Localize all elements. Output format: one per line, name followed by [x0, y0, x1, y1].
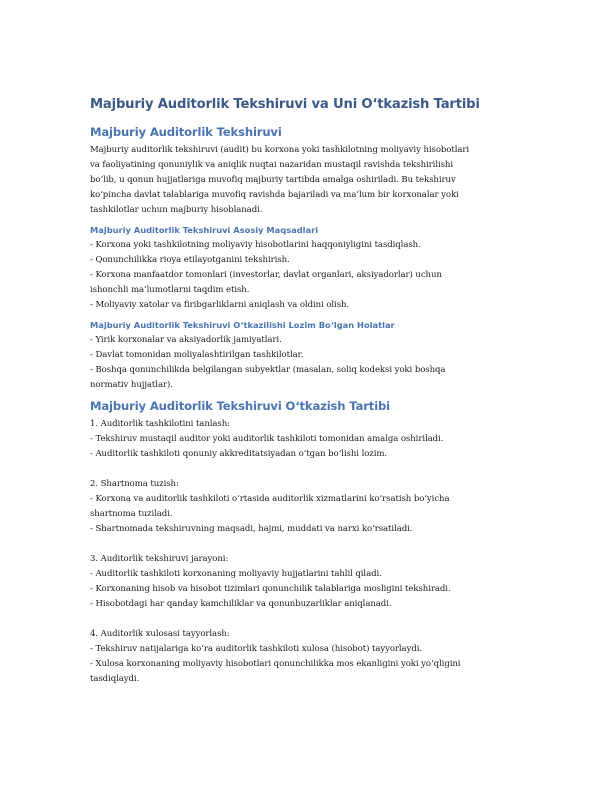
cases-list	[90, 333, 520, 393]
step-title: 4. Auditorlik xulosasi tayyorlash:	[90, 629, 230, 639]
section-heading-procedure: Majburiy Auditorlik Tekshiruvi O‘tkazish Tartibi	[90, 399, 390, 413]
list-item: - Korxona manfaatdor tomonlari (investorlar, davlat organlari, aksiyadorlar) uchun	[90, 270, 442, 280]
list-item: - Korxonaning hisob va hisobot tizimlari qonunchilik talablariga mosligini tekshiradi.	[90, 584, 451, 594]
procedure-step	[90, 552, 520, 612]
list-item: - Auditorlik tashkiloti korxonaning moliyaviy hujjatlarini tahlil qiladi.	[90, 569, 382, 579]
text-line: va faoliyatining qonuniylik va aniqlik nuqtai nazaridan mustaqil ravishda tekshirilishi	[90, 160, 454, 170]
procedure-step	[90, 477, 520, 537]
text-line: bo‘lib, u qonun hujjatlariga muvofiq majburiy tartibda amalga oshiriladi. Bu tekshiruv	[90, 175, 456, 185]
section-intro-paragraph	[90, 143, 520, 218]
list-item: - Hisobotdagi har qanday kamchiliklar va qonunbuzarliklar aniqlanadi.	[90, 599, 392, 609]
list-item: normativ hujjatlar).	[90, 380, 173, 390]
subsection-heading-goals: Majburiy Auditorlik Tekshiruvi Asosiy Maqsadlari	[90, 225, 319, 235]
subsection-heading-cases: Majburiy Auditorlik Tekshiruvi O‘tkazilishi Lozim Bo‘lgan Holatlar	[90, 320, 395, 330]
list-item: tasdiqlaydi.	[90, 674, 140, 684]
text-line: tashkilotlar uchun majburiy hisoblanadi.	[90, 205, 263, 215]
procedure-step	[90, 627, 520, 687]
step-title: 1. Auditorlik tashkilotini tanlash:	[90, 419, 230, 429]
goals-list	[90, 238, 520, 313]
procedure-step	[90, 417, 520, 462]
document-page	[90, 96, 520, 687]
list-item: - Xulosa korxonaning moliyaviy hisobotlari qonunchilikka mos ekanligini yoki yo‘qligini	[90, 659, 461, 669]
list-item: - Davlat tomonidan moliyalashtirilgan tashkilotlar.	[90, 350, 304, 360]
list-item: - Korxona yoki tashkilotning moliyaviy hisobotlarini haqqoniyligini tasdiqlash.	[90, 240, 421, 250]
step-title: 2. Shartnoma tuzish:	[90, 479, 179, 489]
list-item: - Qonunchilikka rioya etilayotganini tekshirish.	[90, 255, 290, 265]
text-line: Majburiy auditorlik tekshiruvi (audit) bu korxona yoki tashkilotning moliyaviy hisobotlari	[90, 145, 470, 155]
list-item: - Tekshiruv natijalariga ko‘ra auditorlik tashkiloti xulosa (hisobot) tayyorlaydi.	[90, 644, 423, 654]
list-item: - Boshqa qonunchilikda belgilangan subyektlar (masalan, soliq kodeksi yoki boshqa	[90, 365, 446, 375]
text-line: ko‘pincha davlat talablariga muvofiq ravishda bajariladi va ma’lum bir korxonalar yoki	[90, 190, 459, 200]
list-item: shartnoma tuziladi.	[90, 509, 173, 519]
list-item: ishonchli ma’lumotlarni taqdim etish.	[90, 285, 250, 295]
list-item: - Korxona va auditorlik tashkiloti o‘rtasida auditorlik xizmatlarini ko‘rsatish bo‘yicha	[90, 494, 450, 504]
list-item: - Shartnomada tekshiruvning maqsadi, hajmi, muddati va narxi ko‘rsatiladi.	[90, 524, 413, 534]
document-title: Majburiy Auditorlik Tekshiruvi va Uni O‘tkazish Tartibi	[90, 97, 480, 112]
list-item: - Moliyaviy xatolar va firibgarliklarni aniqlash va oldini olish.	[90, 300, 350, 310]
list-item: - Tekshiruv mustaqil auditor yoki auditorlik tashkiloti tomonidan amalga oshiriladi.	[90, 434, 444, 444]
list-item: - Yirik korxonalar va aksiyadorlik jamiyatlari.	[90, 335, 282, 345]
section-heading-audit: Majburiy Auditorlik Tekshiruvi	[90, 125, 282, 139]
list-item: - Auditorlik tashkiloti qonuniy akkreditatsiyadan o‘tgan bo‘lishi lozim.	[90, 449, 388, 459]
step-title: 3. Auditorlik tekshiruvi jarayoni:	[90, 554, 229, 564]
